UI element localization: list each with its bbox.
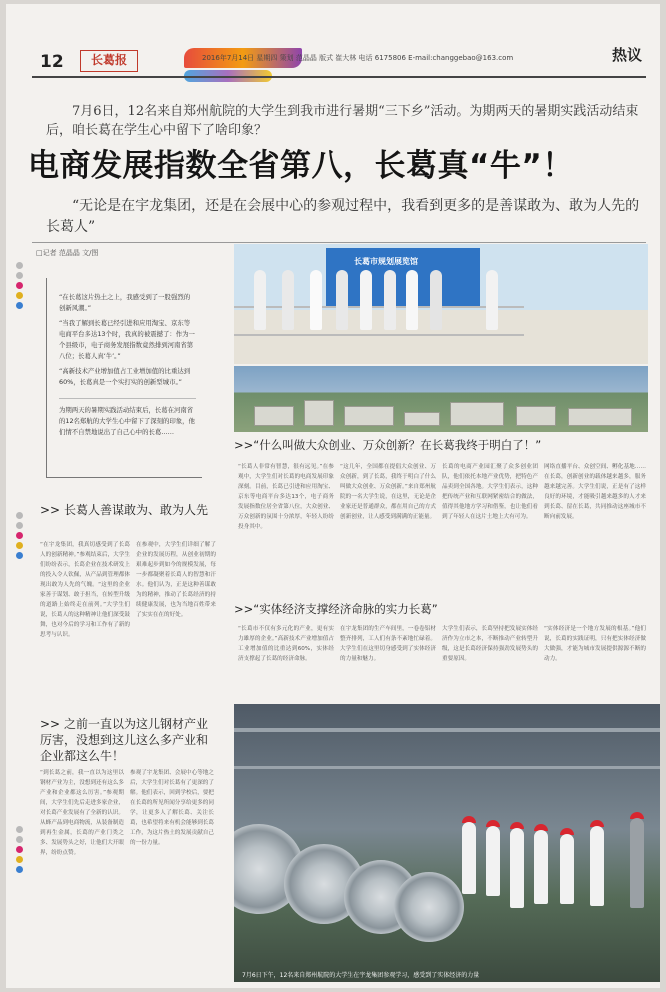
photo-factory-visit [234,704,660,982]
railing [234,306,524,336]
body-column: 大学生们表示，长葛坚持把发展实体经济作为立市之本，不断推动产业转型升级，这是长葛经济保持强劲发展势头的重要原因。 [442,626,538,662]
photo-city-model [234,366,648,432]
page-number: 12 [40,52,64,72]
quote-closing: 为期两天的暑期实践活动结束后，长葛在河南省的12名郑航的大学生心中留下了深刻的印象，他们情不自禁地说出了自己心中的长葛…… [59,398,196,438]
body-column: “长葛人非常有智慧，很有远见。”在参观中，大学生们对长葛的电商发展印象深刻。目前，长葛已引进和应用淘宝、京东等电商平台多达13个，电子商务发展指数位居全省第八位，大众创业、万众创新的氛围十分浓厚，年轻人纷纷投身其中。 [238,464,334,530]
color-dots-icon [16,826,24,876]
body-column: “长葛市不仅有多元化的产业，更有实力雄厚的企业。”高新技术产业增加值占工业增加值的比重达到60%，实体经济支撑起了长葛的经济命脉。 [238,626,334,662]
article-headline: 电商发展指数全省第八，长葛真“牛”！ [28,148,574,184]
header-rule [32,76,646,78]
body-column: “在宇龙集团，我真切感受到了长葛人的创新精神。”参观结束后，大学生们纷纷表示，长葛企业在技术研发上的投入令人钦佩，从产品到管理都体现出敢为人先的气魄。“这里的企业家善于谋划、敢于担当，在转型升级的道路上始终走在前列。”大学生们说，长葛人的这种精神让他们深受鼓舞，也对今后的学习和工作有了新的思考与认识。 [40,542,130,638]
headline-rule [32,242,646,243]
body-column: “实体经济是一个地方发展的根基。”他们说，长葛的实践证明，只有把实体经济做大做强，才能为城市发展提供源源不断的动力。 [544,626,646,662]
quote-paragraph: “当我了解到长葛已经引进和应用淘宝、京东等电商平台多达13个时，我真的被震撼了：作为一个县级市，电子商务发展指数竟然排到河南省第八位；长葛人真‘牛’。” [59,319,195,360]
body-column: 网络直播平台、众创空间、孵化基地……在长葛，创新创业的载体越来越多，服务越来越完善。大学生们说，正是有了这样良好的环境，才能吸引越来越多的人才来到长葛、留在长葛，共同推动这座城市不断向前发展。 [544,464,646,520]
newspaper-page [6,4,660,988]
photo-caption: 7月6日下午，12名来自郑州航院的大学生在宇龙集团参观学习，感受到了实体经济的力量 [242,972,480,979]
exhibition-board: 长葛市规划展览馆 [326,248,480,306]
header-info-line: 2016年7月14日 星期四 策划 范晶晶 版式 崔大林 电话 6175806 E-mail:changgebao@163.com [202,54,514,62]
section-title: 热议 [611,46,642,64]
body-column: 长葛的电商产业园汇聚了众多创业团队，他们依托本地产业优势，把特色产品卖到全国各地。大学生们表示，这种把传统产业和互联网紧密结合的做法，值得其他地方学习和借鉴，也让他们看到了年轻人在这片土地上大有可为。 [442,464,538,520]
article-intro: 7月6日，12名来自郑州航院的大学生到我市进行暑期“三下乡”活动。为期两天的暑期实践活动结束后，咱长葛在学生心中留下了啥印象？ [46,104,639,138]
quote-box [46,278,202,478]
byline: □记者 范晶晶 文/图 [36,249,99,257]
body-column: 在参观中，大学生们详细了解了企业的发展历程，从创业初期的艰难起步到如今的规模发展，每一步都凝聚着长葛人的智慧和汗水。他们认为，正是这种善谋敢为的精神，推动了长葛经济的持续健康发展，也为当地百姓带来了实实在在的好处。 [136,542,216,618]
body-column: 在宇龙集团的生产车间里，一卷卷铝材整齐排列，工人们有条不紊地忙碌着。大学生们在这里切身感受到了实体经济的力量和魅力。 [340,626,436,662]
page-header [6,4,660,72]
section-heading: >> 之前一直以为这儿钢材产业厉害，没想到这儿这么多产业和企业都这么牛！ [40,717,209,763]
quote-paragraph: “高新技术产业增加值占工业增加值的比重达到60%，长葛真是一个实打实的创新型城市。” [59,367,191,386]
section-heading: >> 长葛人善谋敢为、敢为人先 [40,503,208,517]
color-dots-icon [16,512,24,562]
photo-exhibition-hall [234,244,648,364]
color-dots-icon [16,262,24,312]
article-subtitle: “无论是在宇龙集团，还是在会展中心的参观过程中，我看到更多的是善谋敢为、敢为人先的长葛人” [46,198,640,235]
body-column: “到长葛之前，我一直以为这里以钢材产业为主，没想到还有这么多产业和企业都这么厉害。”参观期间，大学生们先后走进多家企业，对长葛产业发展有了全新的认识。从蜂产品到电商物流，从装备制造到再生金属，长葛的产业门类之多、发展势头之好，让他们大开眼界，纷纷点赞。 [40,770,124,856]
quote-paragraph: “在长葛这片热土之上，我感受到了一股强烈的创新风潮。” [59,293,191,312]
section-heading: >>“什么叫做大众创业、万众创新？在长葛我终于明白了！” [234,438,542,452]
body-column: “这几年，全国都在提倡大众创业、万众创新，到了长葛，我终于明白了什么叫做大众创业、万众创新。”来自郑州航院的一名大学生说，在这里，无论是企业家还是普通群众，都在用自己的方式创新创业，让人感受到满满的正能量。 [340,464,436,520]
section-heading: >>“实体经济支撑经济命脉的实力长葛” [234,602,438,616]
body-column: 参观了宇龙集团、会展中心等地之后，大学生们对长葛有了更深的了解。他们表示，回到学校后，要把在长葛的所见所闻分享给更多的同学，让更多人了解长葛、关注长葛，也希望将来有机会能够到长葛工作，为这片热土的发展贡献自己的一份力量。 [130,770,214,846]
paper-logo: 长葛报 [80,50,138,72]
